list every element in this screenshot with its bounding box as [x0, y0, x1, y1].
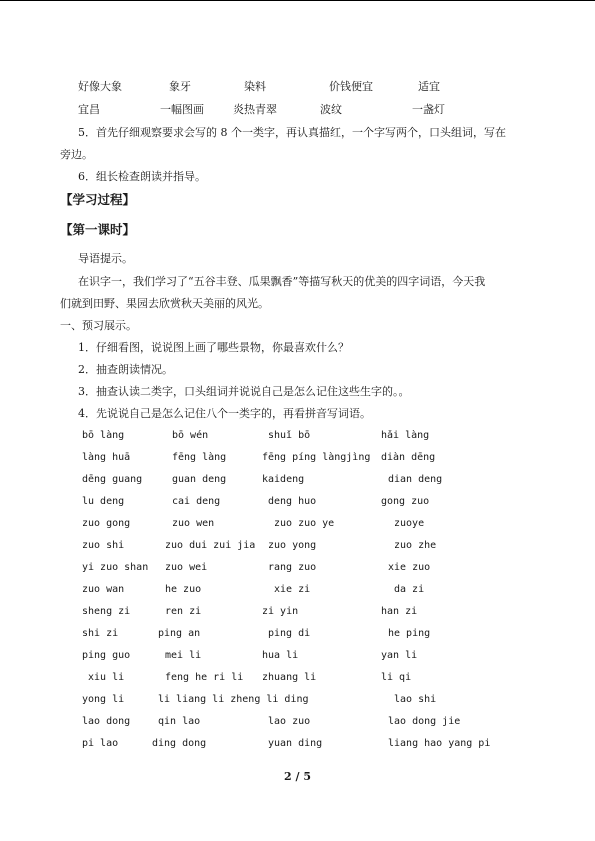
pinyin-word: yuan ding [268, 738, 323, 749]
preview-item-3: 3．抽查认读二类字，口头组词并说说自己是怎么记住这些生字的。。 [78, 385, 410, 398]
pinyin-row [0, 473, 595, 487]
pinyin-word: zuo wei [165, 562, 208, 573]
step-5-line-1: 5．首先仔细观察要求会写的 8 个一类字，再认真描红，一个字写两个，口头组词，写在 [78, 126, 506, 139]
pinyin-word: zuo wen [172, 518, 215, 529]
preview-item-2: 2．抽查朗读情况。 [78, 363, 173, 376]
pinyin-word: fēng làng [172, 452, 227, 463]
pinyin-word: li qi [381, 672, 412, 683]
pinyin-word: yong li [82, 694, 125, 705]
pinyin-word: ren zi [165, 606, 202, 617]
pinyin-row [0, 495, 595, 509]
pinyin-word: lao shi [394, 694, 437, 705]
pinyin-word: cai deng [172, 496, 221, 507]
pinyin-word: xie zi [274, 584, 311, 595]
pinyin-word: lu deng [82, 496, 125, 507]
pinyin-word: diàn dēng [381, 452, 436, 463]
word: 象牙 [169, 80, 191, 93]
word-row-1 [0, 80, 595, 94]
pinyin-word: bō làng [82, 430, 125, 441]
pinyin-word: guan deng [172, 474, 227, 485]
pinyin-row [0, 693, 595, 707]
pinyin-word: xie zuo [388, 562, 431, 573]
pinyin-word: zuo dui zui jia [165, 540, 256, 551]
pinyin-word: ping guo [82, 650, 131, 661]
pinyin-word: ping di [268, 628, 311, 639]
heading-learning-process: 【学习过程】 [60, 192, 136, 207]
pinyin-word: zuo wan [82, 584, 125, 595]
page-number: 2 / 5 [284, 770, 311, 783]
pinyin-row [0, 429, 595, 443]
pinyin-word: lao dong [82, 716, 131, 727]
pinyin-row [0, 561, 595, 575]
pinyin-word: li liang li zheng li ding [158, 694, 309, 705]
pinyin-word: zuo yong [268, 540, 317, 551]
pinyin-word: lao dong jie [388, 716, 461, 727]
step-6: 6．组长检查朗读并指导。 [78, 170, 206, 183]
pinyin-row [0, 715, 595, 729]
pinyin-word: bō wén [172, 430, 209, 441]
intro-line-2: 们就到田野、果园去欣赏秋天美丽的风光。 [60, 297, 269, 310]
pinyin-row [0, 627, 595, 641]
word: 价钱便宜 [329, 80, 373, 93]
pinyin-word: zuo shi [82, 540, 125, 551]
pinyin-row [0, 539, 595, 553]
pinyin-word: feng he ri li [165, 672, 244, 683]
heading-first-lesson: 【第一课时】 [60, 222, 136, 237]
pinyin-word: zhuang li [262, 672, 317, 683]
pinyin-word: pi lao [82, 738, 119, 749]
word: 适宜 [418, 80, 440, 93]
pinyin-word: han zi [381, 606, 418, 617]
section-preview: 一、预习展示。 [60, 319, 137, 332]
pinyin-word: dian deng [388, 474, 443, 485]
pinyin-word: lao zuo [268, 716, 311, 727]
pinyin-word: fēng píng làngjìng [262, 452, 371, 463]
pinyin-word: da zi [394, 584, 425, 595]
pinyin-word: yan li [381, 650, 418, 661]
pinyin-word: zi yin [262, 606, 299, 617]
pinyin-word: ping an [158, 628, 201, 639]
pinyin-word: he ping [388, 628, 431, 639]
word: 波纹 [320, 103, 342, 116]
pinyin-word: shuǐ bō [268, 430, 311, 441]
intro-line-1: 在识字一，我们学习了“五谷丰登、瓜果飘香”等描写秋天的优美的四字词语，今天我 [78, 275, 486, 288]
pinyin-row [0, 517, 595, 531]
pinyin-word: hǎi làng [381, 430, 430, 441]
pinyin-word: liang hao yang pi [388, 738, 491, 749]
pinyin-word: làng huā [82, 452, 131, 463]
pinyin-word: zuoye [394, 518, 425, 529]
word-row-2 [0, 103, 595, 117]
pinyin-word: zuo zuo ye [274, 518, 335, 529]
pinyin-row [0, 451, 595, 465]
word: 一幅图画 [160, 103, 204, 116]
pinyin-word: zuo zhe [394, 540, 437, 551]
pinyin-word: he zuo [165, 584, 202, 595]
pinyin-row [0, 583, 595, 597]
pinyin-word: hua li [262, 650, 299, 661]
pinyin-row [0, 671, 595, 685]
pinyin-word: xiu li [88, 672, 125, 683]
pinyin-word: mei li [165, 650, 202, 661]
pinyin-word: dēng guang [82, 474, 143, 485]
pinyin-row [0, 649, 595, 663]
pinyin-word: ding dong [152, 738, 207, 749]
pinyin-word: sheng zi [82, 606, 131, 617]
step-5-line-2: 旁边。 [60, 148, 93, 161]
preview-item-1: 1．仔细看图，说说图上画了哪些景物，你最喜欢什么？ [78, 341, 349, 354]
pinyin-word: deng huo [268, 496, 317, 507]
pinyin-word: shi zi [82, 628, 119, 639]
word: 染料 [244, 80, 266, 93]
pinyin-row [0, 737, 595, 751]
preview-item-4: 4．先说说自己是怎么记住八个一类字的，再看拼音写词语。 [78, 407, 371, 420]
intro-label: 导语提示。 [78, 252, 133, 265]
pinyin-word: yi zuo shan [82, 562, 149, 573]
pinyin-word: gong zuo [381, 496, 430, 507]
pinyin-word: rang zuo [268, 562, 317, 573]
pinyin-row [0, 605, 595, 619]
pinyin-word: zuo gong [82, 518, 131, 529]
word: 一盏灯 [412, 103, 445, 116]
word: 宜昌 [78, 103, 100, 116]
pinyin-word: qin lao [158, 716, 201, 727]
word: 好像大象 [78, 80, 122, 93]
pinyin-word: kaideng [262, 474, 305, 485]
word: 炎热青翠 [233, 103, 277, 116]
